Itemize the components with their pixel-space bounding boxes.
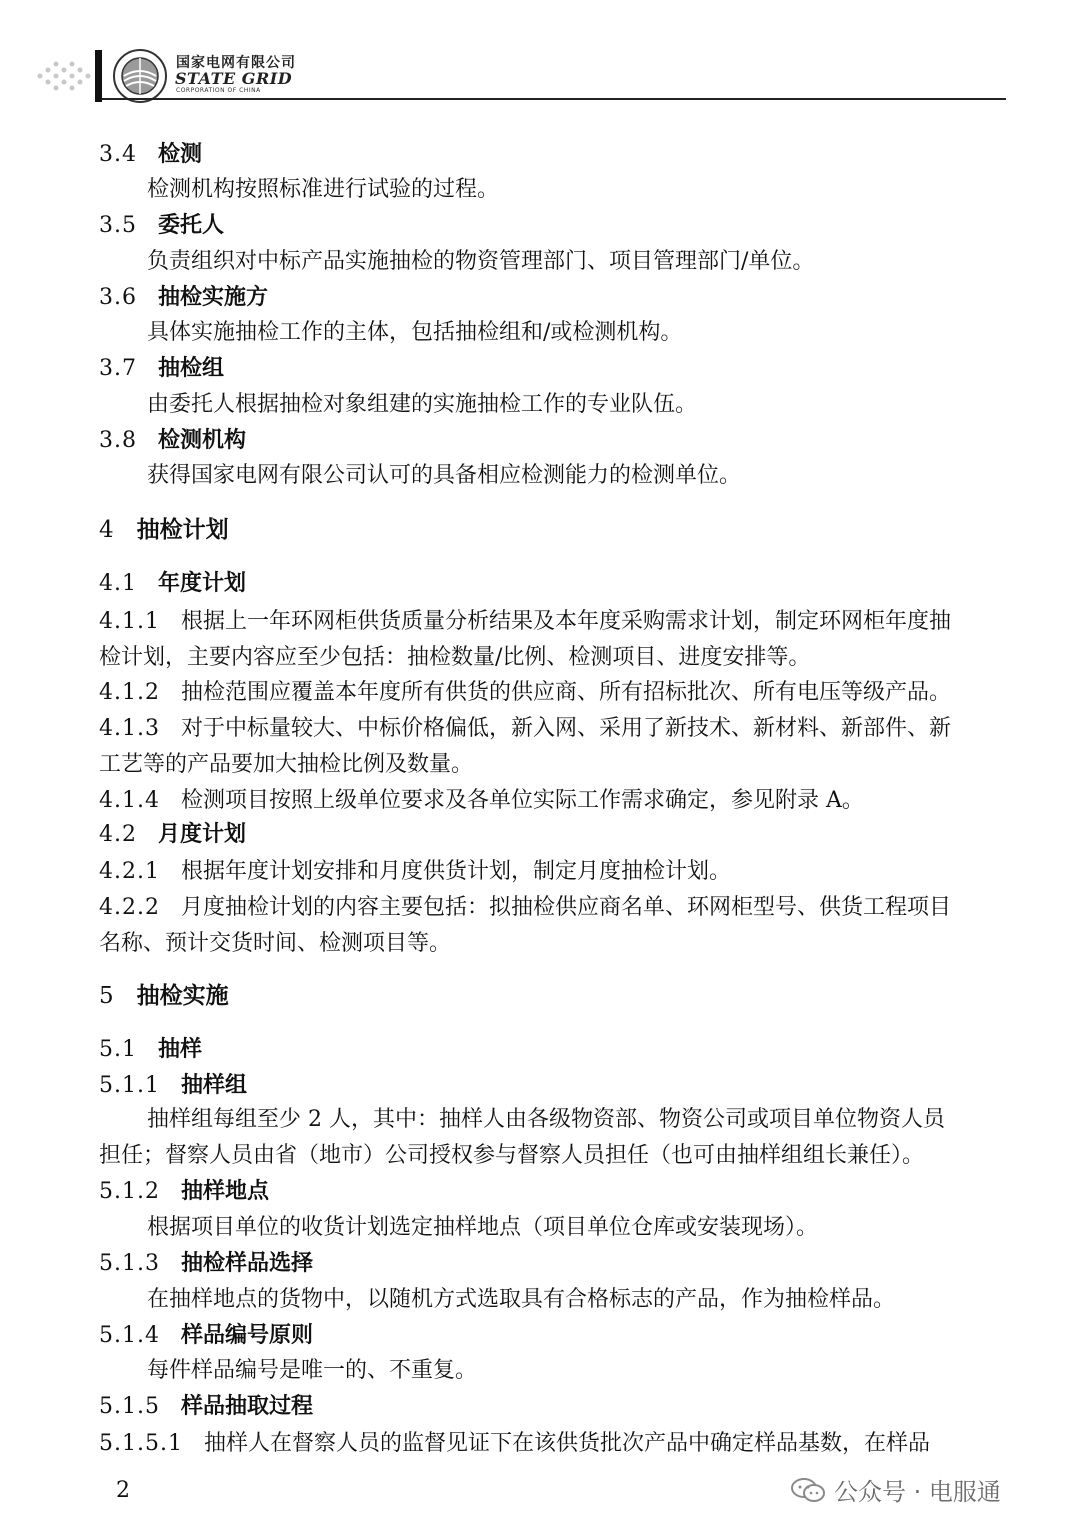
company-name-en: STATE GRID (175, 69, 293, 88)
chapter-heading: 5 抽检实施 (99, 983, 229, 1009)
company-corp: CORPORATION OF CHINA (176, 87, 261, 94)
chapter-heading: 4 抽检计划 (99, 517, 229, 543)
paragraph: 担任；督察人员由省（地市）公司授权参与督察人员担任（也可由抽样组组长兼任）。 (99, 1143, 925, 1168)
company-name-cn: 国家电网有限公司 (176, 55, 296, 71)
clause: 4.1.4 检测项目按照上级单位要求及各单位实际工作需求确定，参见附录 A。 (99, 788, 864, 813)
section-heading: 5.1 抽样 (99, 1037, 202, 1062)
section-heading: 5.1.4 样品编号原则 (99, 1323, 313, 1348)
section-heading: 4.2 月度计划 (99, 822, 246, 847)
paragraph: 在抽样地点的货物中，以随机方式选取具有合格标志的产品，作为抽检样品。 (147, 1287, 896, 1312)
paragraph: 检计划，主要内容应至少包括：抽检数量/比例、检测项目、进度安排等。 (99, 645, 811, 670)
wechat-icon (790, 1477, 826, 1503)
section-heading: 5.1.3 抽检样品选择 (99, 1251, 313, 1276)
section-heading: 3.4 检测 (99, 142, 202, 167)
paragraph: 抽样组每组至少 2 人，其中：抽样人由各级物资部、物资公司或项目单位物资人员 (147, 1107, 945, 1132)
header-bar (95, 50, 102, 102)
clause: 5.1.5.1 抽样人在督察人员的监督见证下在该供货批次产品中确定样品基数，在样品 (99, 1431, 930, 1456)
section-heading: 4.1 年度计划 (99, 571, 246, 596)
paragraph: 由委托人根据抽检对象组建的实施抽检工作的专业队伍。 (147, 392, 698, 417)
clause: 4.1.1 根据上一年环网柜供货质量分析结果及本年度采购需求计划，制定环网柜年度抽 (99, 609, 951, 634)
section-heading: 5.1.2 抽样地点 (99, 1179, 269, 1204)
paragraph: 名称、预计交货时间、检测项目等。 (99, 931, 452, 956)
section-heading: 3.5 委托人 (99, 213, 224, 238)
header-rule (102, 98, 1006, 100)
clause: 4.1.2 抽检范围应覆盖本年度所有供货的供应商、所有招标批次、所有电压等级产品。 (99, 680, 951, 705)
clause: 4.1.3 对于中标量较大、中标价格偏低，新入网、采用了新技术、新材料、新部件、新 (99, 716, 951, 741)
paragraph: 获得国家电网有限公司认可的具备相应检测能力的检测单位。 (147, 463, 742, 488)
section-heading: 3.8 检测机构 (99, 428, 246, 453)
state-grid-logo-icon (112, 48, 168, 104)
section-heading: 5.1.5 样品抽取过程 (99, 1394, 313, 1419)
clause: 4.2.1 根据年度计划安排和月度供货计划，制定月度抽检计划。 (99, 859, 731, 884)
decorative-dots-icon (34, 56, 94, 96)
paragraph: 检测机构按照标准进行试验的过程。 (147, 177, 500, 202)
page-header (0, 40, 1080, 106)
section-heading: 3.7 抽检组 (99, 356, 224, 381)
paragraph: 工艺等的产品要加大抽检比例及数量。 (99, 752, 474, 777)
paragraph: 根据项目单位的收货计划选定抽样地点（项目单位仓库或安装现场）。 (147, 1215, 819, 1240)
page-number: 2 (116, 1478, 130, 1503)
paragraph: 每件样品编号是唯一的、不重复。 (147, 1358, 478, 1383)
clause: 4.2.2 月度抽检计划的内容主要包括：拟抽检供应商名单、环网柜型号、供货工程项目 (99, 895, 951, 920)
section-heading: 5.1.1 抽样组 (99, 1073, 247, 1098)
watermark-text: 公众号 · 电服通 (834, 1478, 1001, 1506)
paragraph: 具体实施抽检工作的主体，包括抽检组和/或检测机构。 (147, 320, 683, 345)
section-heading: 3.6 抽检实施方 (99, 285, 268, 310)
watermark (790, 1472, 1001, 1507)
paragraph: 负责组织对中标产品实施抽检的物资管理部门、项目管理部门/单位。 (147, 249, 815, 274)
